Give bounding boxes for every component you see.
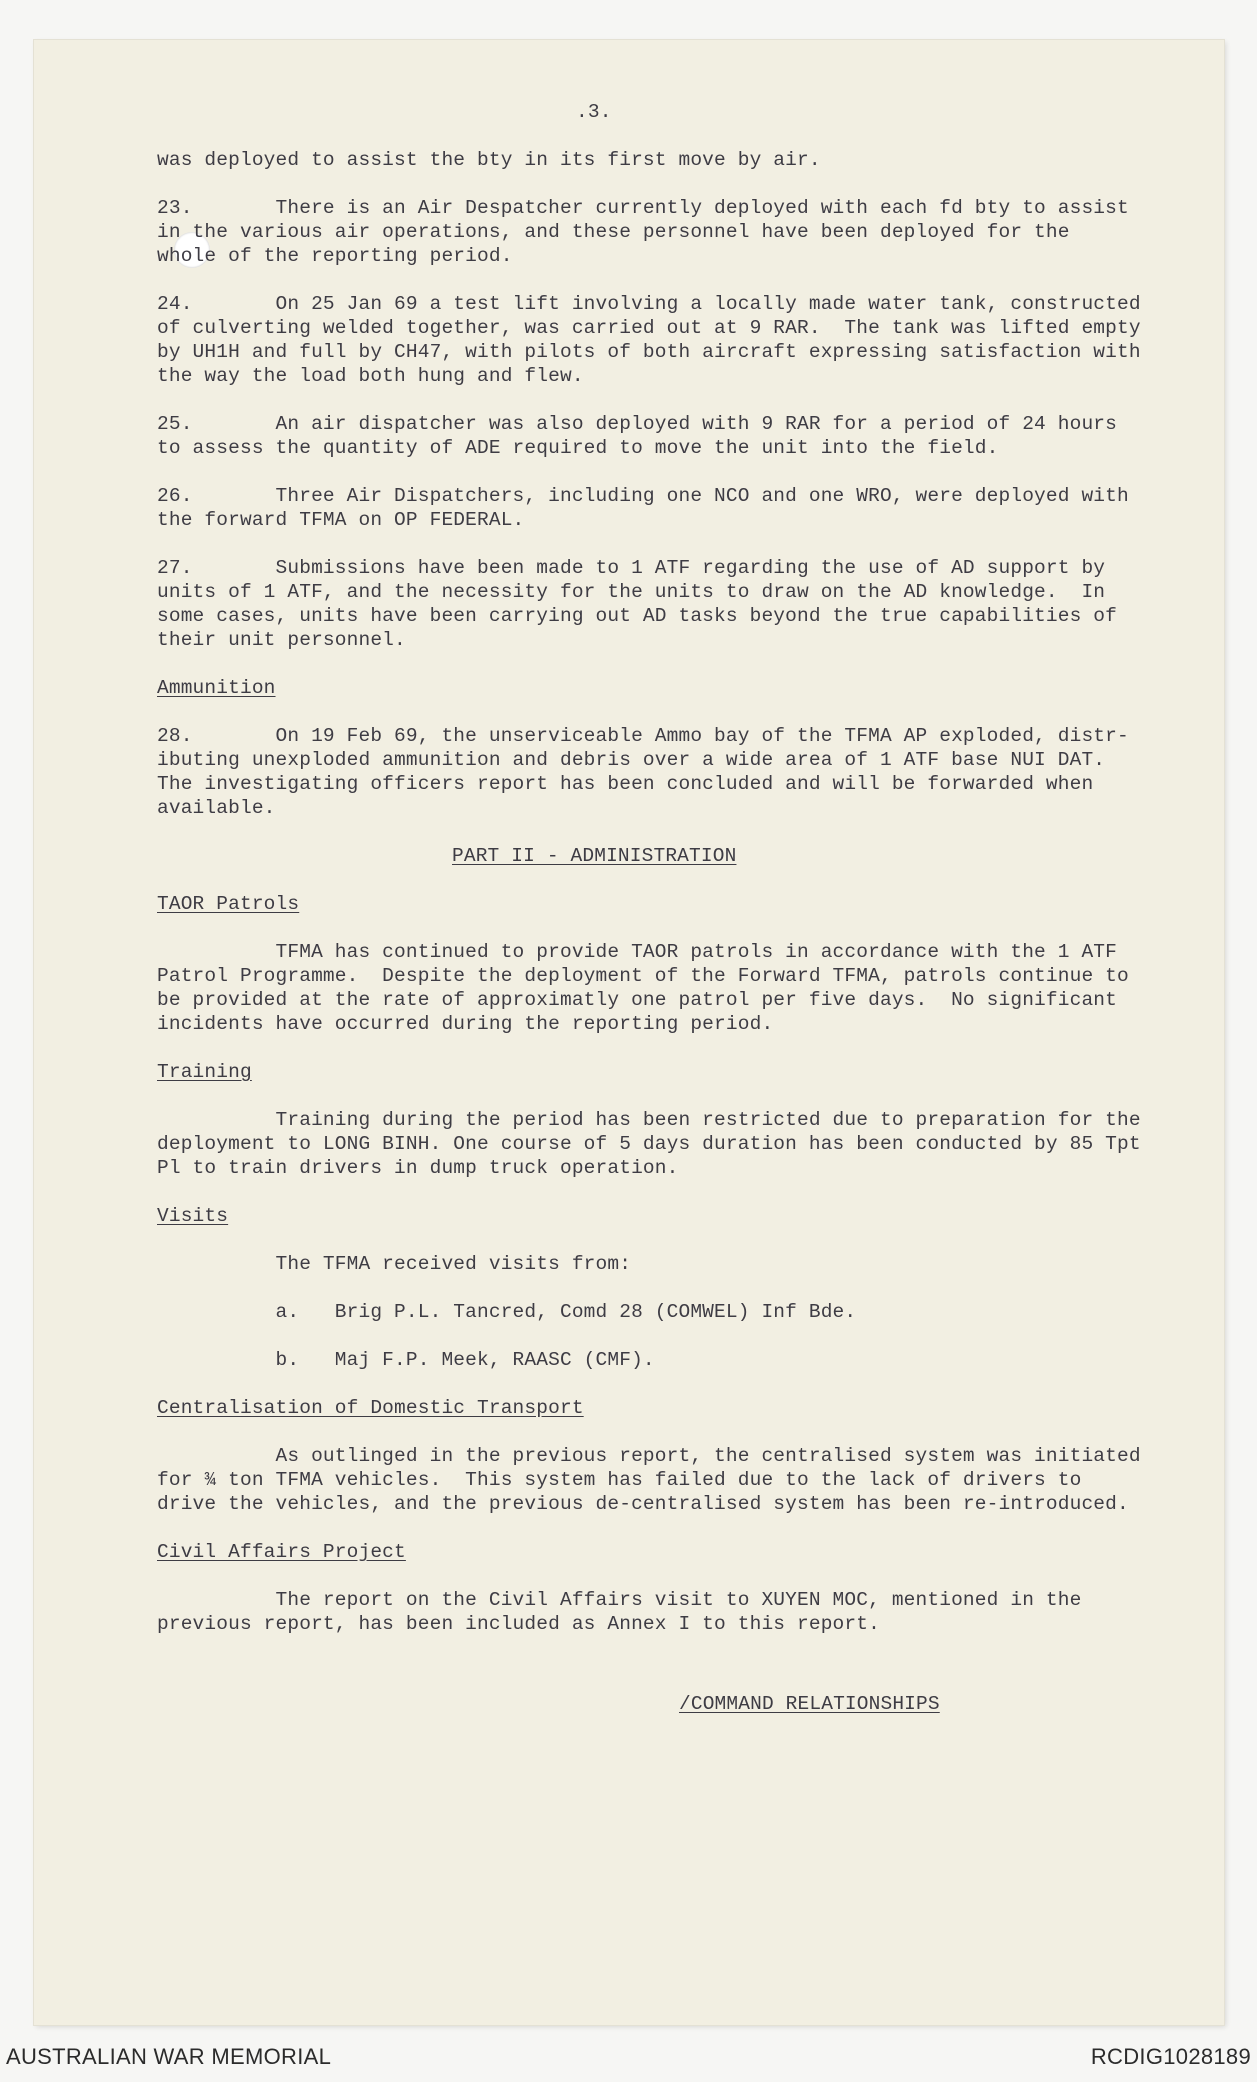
text-line: 23. There is an Air Despatcher currently deployed with each fd bty to assist [157, 197, 1129, 219]
section-heading: TAOR Patrols [157, 893, 300, 915]
text-line: for ¾ ton TFMA vehicles. This system has failed due to the lack of drivers to [157, 1469, 1082, 1491]
text-line: Pl to train drivers in dump truck operation. [157, 1157, 679, 1179]
page-number: .3. [576, 101, 612, 123]
text-line: The report on the Civil Affairs visit to XUYEN MOC, mentioned in the [157, 1589, 1082, 1611]
text-line: by UH1H and full by CH47, with pilots of both aircraft expressing satisfaction with [157, 341, 1141, 363]
text-line: Training during the period has been restricted due to preparation for the [157, 1109, 1141, 1131]
text-line: incidents have occurred during the reporting period. [157, 1013, 774, 1035]
text-line: the forward TFMA on OP FEDERAL. [157, 509, 525, 531]
text-line: 25. An air dispatcher was also deployed with 9 RAR for a period of 24 hours [157, 413, 1118, 435]
section-heading: Ammunition [157, 677, 276, 699]
text-line: TFMA has continued to provide TAOR patrols in accordance with the 1 ATF [157, 941, 1118, 963]
section-heading: Civil Affairs Project [157, 1541, 406, 1563]
text-line: a. Brig P.L. Tancred, Comd 28 (COMWEL) Inf Bde. [157, 1301, 857, 1323]
text-line: of culverting welded together, was carried out at 9 RAR. The tank was lifted empty [157, 317, 1141, 339]
footer-archive-name: AUSTRALIAN WAR MEMORIAL [6, 2044, 332, 2069]
section-heading: /COMMAND RELATIONSHIPS [679, 1693, 940, 1715]
text-line: available. [157, 797, 276, 819]
text-line: As outlinged in the previous report, the centralised system was initiated [157, 1445, 1141, 1467]
section-heading: Visits [157, 1205, 229, 1227]
text-line: be provided at the rate of approximatly one patrol per five days. No significant [157, 989, 1118, 1011]
text-line: Patrol Programme. Despite the deployment of the Forward TFMA, patrols continue to [157, 965, 1129, 987]
text-line: The TFMA received visits from: [157, 1253, 632, 1275]
text-line: deployment to LONG BINH. One course of 5 days duration has been conducted by 85 Tpt [157, 1133, 1141, 1155]
text-line: the way the load both hung and flew. [157, 365, 584, 387]
text-line: ibuting unexploded ammunition and debris over a wide area of 1 ATF base NUI DAT. [157, 749, 1106, 771]
text-line: was deployed to assist the bty in its first move by air. [157, 149, 821, 171]
footer-record-id: RCDIG1028189 [1090, 2044, 1251, 2069]
text-line: 24. On 25 Jan 69 a test lift involving a locally made water tank, constructed [157, 293, 1141, 315]
text-line: 28. On 19 Feb 69, the unserviceable Ammo bay of the TFMA AP exploded, distr- [157, 725, 1129, 747]
text-line: The investigating officers report has been concluded and will be forwarded when [157, 773, 1094, 795]
text-line: units of 1 ATF, and the necessity for the units to draw on the AD knowledge. In [157, 581, 1106, 603]
text-line: b. Maj F.P. Meek, RAASC (CMF). [157, 1349, 655, 1371]
text-line: in the various air operations, and these personnel have been deployed for the [157, 221, 1070, 243]
section-heading: Centralisation of Domestic Transport [157, 1397, 584, 1419]
section-heading: PART II - ADMINISTRATION [452, 845, 737, 867]
text-line: their unit personnel. [157, 629, 406, 651]
text-line: previous report, has been included as Annex I to this report. [157, 1613, 880, 1635]
text-line: 27. Submissions have been made to 1 ATF regarding the use of AD support by [157, 557, 1106, 579]
text-line: whole of the reporting period. [157, 245, 513, 267]
section-heading: Training [157, 1061, 252, 1083]
text-line: to assess the quantity of ADE required to move the unit into the field. [157, 437, 999, 459]
text-line: some cases, units have been carrying out AD tasks beyond the true capabilities of [157, 605, 1118, 627]
text-line: 26. Three Air Dispatchers, including one NCO and one WRO, were deployed with [157, 485, 1129, 507]
text-line: drive the vehicles, and the previous de-centralised system has been re-introduced. [157, 1493, 1129, 1515]
